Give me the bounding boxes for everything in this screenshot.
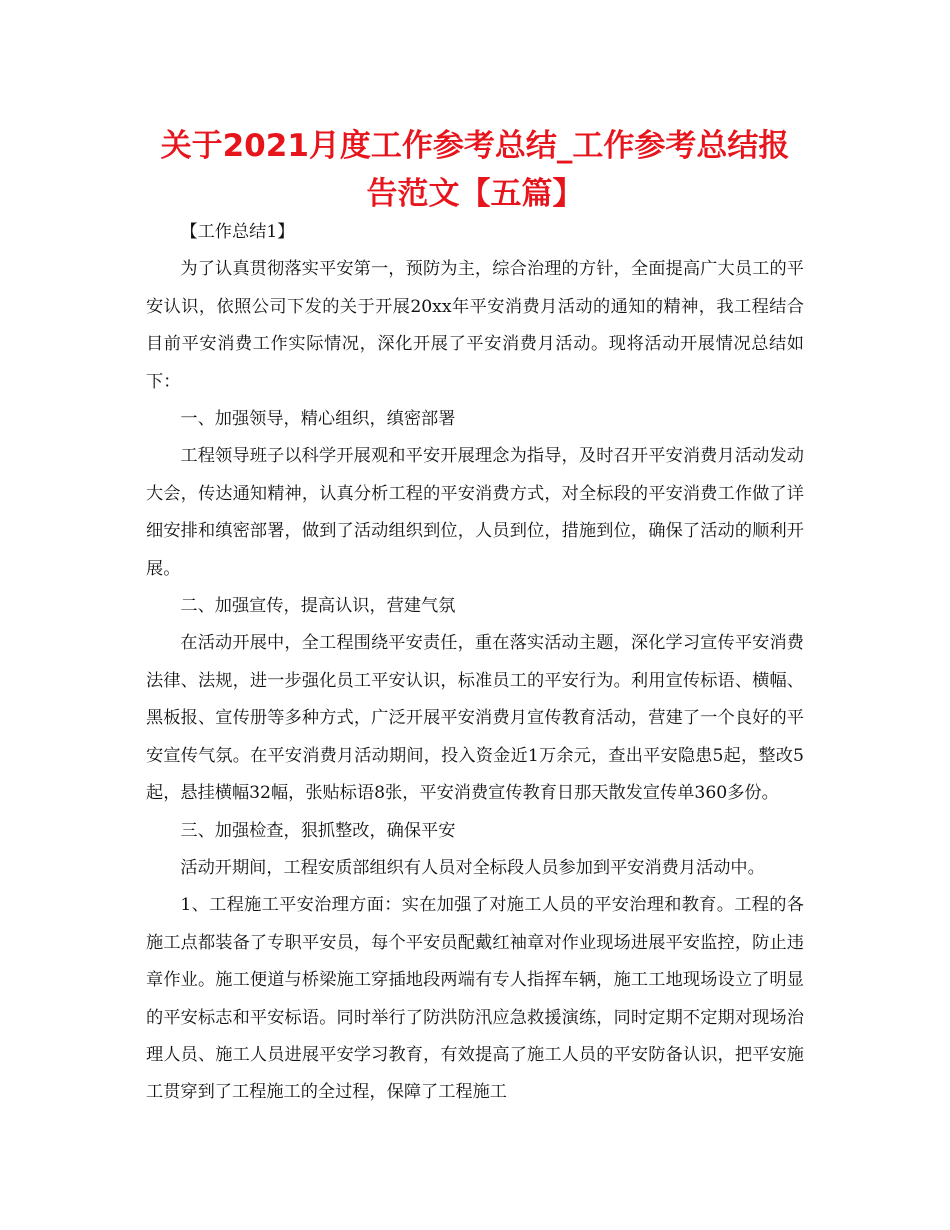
- section-heading-summary-1: 【工作总结1】: [180, 222, 295, 242]
- document-body: [146, 214, 804, 1112]
- body-paragraph: 1、工程施工平安治理方面：实在加强了对施工人员的平安治理和教育。工程的各施工点都装备了专职平安员，每个平安员配戴红袖章对作业现场进展平安监控，防止违章作业。施工便道与桥梁施工穿插地段两端有专人指挥车辆，施工工地现场设立了明显的平安标志和平安标语。同时举行了防洪防汛应急救援演练，同时定期不定期对现场治理人员、施工人员进展平安学习教育，有效提高了施工人员的平安防备认识，把平安施工贯穿到了工程施工的全过程，保障了工程施工: [146, 895, 804, 1103]
- body-paragraph: 工程领导班子以科学开展观和平安开展理念为指导，及时召开平安消费月活动发动大会，传达通知精神，认真分析工程的平安消费方式，对全标段的平安消费工作做了详细安排和缜密部署，做到了活动组织到位，人员到位，措施到位，确保了活动的顺利开展。: [146, 446, 804, 579]
- section-heading: 二、加强宣传，提高认识，营建气氛: [180, 596, 456, 617]
- body-paragraph: 在活动开展中，全工程围绕平安责任，重在落实活动主题，深化学习宣传平安消费法律、法规，进一步强化员工平安认识，标准员工的平安行为。利用宣传标语、横幅、黑板报、宣传册等多种方式，广泛开展平安消费月宣传教育活动，营建了一个良好的平安宣传气氛。在平安消费月活动期间，投入资金近1万余元，查出平安隐患5起，整改5起，悬挂横幅32幅，张贴标语8张，平安消费宣传教育日那天散发宣传单360多份。: [146, 633, 804, 804]
- document-title: [140, 122, 810, 218]
- section-heading: 一、加强领导，精心组织，缜密部署: [180, 409, 456, 430]
- title-line-2: 告范文【五篇】: [366, 176, 584, 212]
- body-paragraph: 为了认真贯彻落实平安第一，预防为主，综合治理的方针，全面提高广大员工的平安认识，依照公司下发的关于开展20xx年平安消费月活动的通知的精神，我工程结合目前平安消费工作实际情况，深化开展了平安消费月活动。现将活动开展情况总结如下：: [146, 259, 804, 392]
- body-paragraph: 活动开期间，工程安质部组织有人员对全标段人员参加到平安消费月活动中。: [180, 857, 765, 878]
- section-heading: 三、加强检查，狠抓整改，确保平安: [180, 820, 456, 841]
- title-line-1: 关于2021月度工作参考总结_工作参考总结报: [160, 128, 790, 164]
